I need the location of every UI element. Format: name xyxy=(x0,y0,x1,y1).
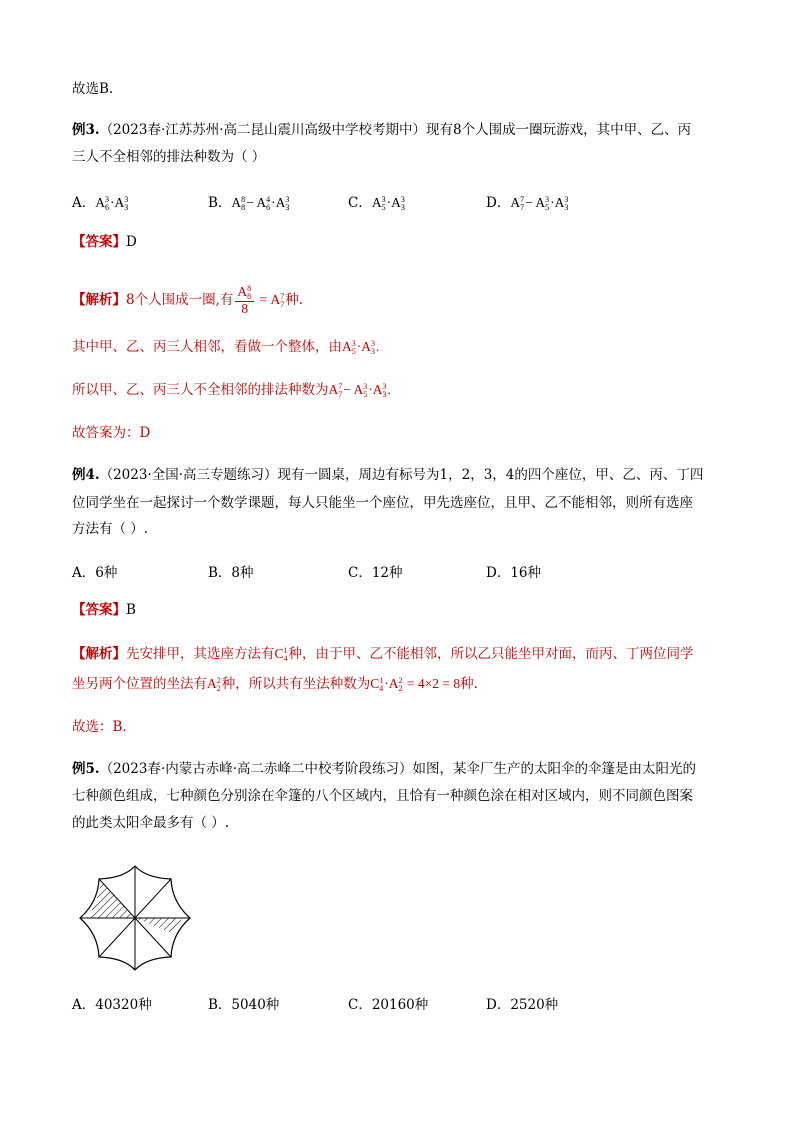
ex4-options xyxy=(72,561,732,581)
ex4-final-answer: 故选：B． xyxy=(72,719,136,735)
ex3-answer-value: D xyxy=(126,234,137,250)
ex3-option-b: B．A 8 8 − A 4 6 ·A 3 3 xyxy=(208,194,290,212)
ex4-option-a: A．6种 xyxy=(72,565,118,581)
ex4-analysis-line2: 坐另两个位置的坐法有A 2 2 种，所以共有坐法种数为C 1 4 ·A 2 2 = 4×2 = 8种. xyxy=(72,675,478,693)
umbrella-spokes xyxy=(80,866,190,970)
ex4-option-b: B．8种 xyxy=(208,565,254,581)
ex3-option-a: A．A 3 6 ·A 3 3 xyxy=(72,194,129,212)
ex3-answer xyxy=(72,233,137,251)
ex3-question-line1 xyxy=(72,121,691,139)
ex3-question-line2: 三人不全相邻的排法种数为（ ） xyxy=(72,149,266,165)
ex5-options xyxy=(72,993,732,1013)
ex4-option-c: C．12种 xyxy=(348,565,403,581)
ex3-options xyxy=(72,191,732,211)
ex5-option-b: B．5040种 xyxy=(208,997,280,1013)
ex5-question-line1: 例5.（2023春·内蒙古赤峰·高二赤峰二中校考阶段练习）如图，某伞厂生产的太阳伞的伞篷是由太阳光的 xyxy=(72,761,697,777)
ex5-question-line2: 七种颜色组成，七种颜色分别涂在伞篷的八个区域内，且恰有一种颜色涂在相对区域内，则不同颜色图案 xyxy=(72,788,693,804)
ex3-source: （2023春·江苏苏州·高二昆山震川高级中学校考期中） xyxy=(99,122,427,138)
ex3-analysis-line2: 其中甲、乙、丙三人相邻，看做一个整体，由A 3 5 ·A 3 3 . xyxy=(72,338,380,356)
ex3-fraction: A 8 8 8 xyxy=(235,285,254,316)
ex3-analysis-line1: 【解析】8个人围成一圈,有 A 8 8 8 = A 7 7 种. xyxy=(72,284,304,316)
ex4-answer: 【答案】B xyxy=(72,602,136,618)
ex3-option-d: D．A 7 7 − A 3 5 ·A 3 3 xyxy=(486,194,569,212)
ex4-label: 例4. xyxy=(72,467,100,483)
ex5-option-c: C．20160种 xyxy=(348,997,429,1013)
ex3-analysis-line3: 所以甲、乙、丙三人不全相邻的排法种数为A 7 7 − A 3 5 ·A 3 3 . xyxy=(72,381,391,399)
ex5-option-d: D．2520种 xyxy=(486,997,559,1013)
answer-label: 【答案】 xyxy=(72,234,126,250)
ex3-label: 例3. xyxy=(72,122,100,138)
analysis-label: 【解析】 xyxy=(72,292,126,308)
prev-conclusion: 故选B. xyxy=(72,81,114,97)
ex4-question-line1: 例4.（2023·全国·高三专题练习）现有一圆桌，周边有标号为1，2，3，4的四个座位，甲、乙、丙、丁四 xyxy=(72,467,704,483)
ex5-label: 例5. xyxy=(72,761,100,777)
ex4-question-line2: 位同学坐在一起探讨一个数学课题，每人只能坐一个座位，甲先选座位，且甲、乙不能相邻，则所有选座 xyxy=(72,495,693,511)
ex3-final-answer: 故答案为：D xyxy=(72,425,151,441)
ex4-answer-value: B xyxy=(126,602,136,618)
ex5-option-a: A．40320种 xyxy=(72,997,152,1013)
ex4-option-d: D．16种 xyxy=(486,565,542,581)
ex3-option-c: C．A 3 5 ·A 3 3 xyxy=(348,194,405,212)
ex5-question-line3: 的此类太阳伞最多有（ ）. xyxy=(72,815,230,831)
ex3-question-text1: 现有8个人围成一圈玩游戏，其中甲、乙、丙 xyxy=(426,122,692,138)
umbrella-diagram xyxy=(76,862,194,974)
ex4-analysis-line1: 【解析】先安排甲，其选座方法有C 1 4 种，由于甲、乙不能相邻，所以乙只能坐甲对面，而丙、丁两位同学 xyxy=(72,645,694,663)
ex4-question-line3: 方法有（ ）. xyxy=(72,521,149,537)
